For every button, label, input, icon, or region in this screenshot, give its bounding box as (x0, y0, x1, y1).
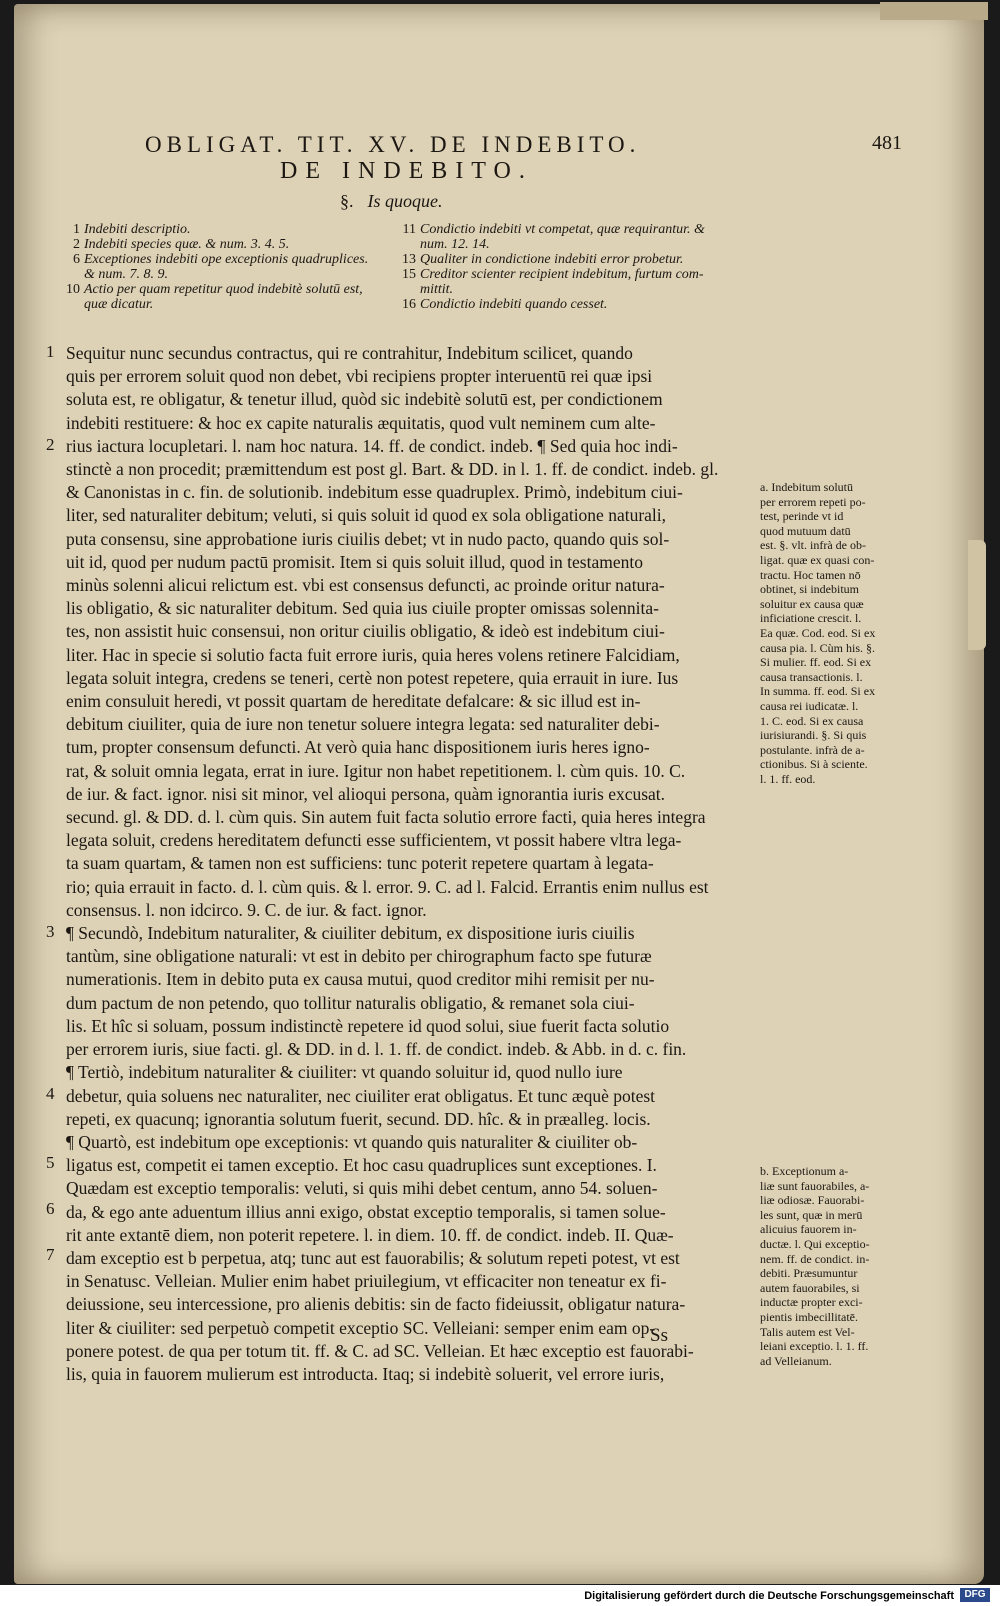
text-line: soluitur ex causa quæ (760, 596, 864, 611)
text-line: liæ sunt fauorabiles, a- (760, 1178, 870, 1193)
summary-item: 1 Indebiti descriptio. (73, 222, 191, 237)
summary-item: 10 Actio per quam repetitur quod indebitè solutū est, (66, 282, 363, 297)
text-line: lis obligatio, & sic naturaliter debitum. Sed quia ius ciuile propter omissas solennita- (66, 598, 659, 619)
margin-number: 7 (46, 1245, 55, 1264)
text-line: Quædam est exceptio temporalis: veluti, si quis mihi debet centum, anno 54. soluen- (66, 1178, 658, 1199)
text-line: debitum ciuiliter, quia de iure non tenetur soluere integra legata: sed naturaliter debi- (66, 714, 660, 735)
text-line: ¶ Quartò, est indebitum ope exceptionis: vt quando quis naturaliter & ciuiliter ob- (66, 1131, 638, 1152)
text-line: a. Indebitum solutū (760, 480, 853, 494)
text-line: legata soluit integra, credens se teneri, certè non potest repetere, quia errauit in iure. Ius (66, 667, 679, 688)
text-line: est. §. vlt. infrà de ob- (760, 538, 866, 553)
text-line: indebiti restituere: & hoc ex capite naturalis æquitatis, quod vult neminem cum alte- (66, 412, 656, 433)
text-line: per errorem iuris, siue facti. gl. & DD. in d. l. 1. ff. de condict. indeb. & Abb. in d. c. fin. (66, 1039, 687, 1060)
text-line: de iur. & fact. ignor. nisi sit minor, vel alioqui persona, quàm ignorantia iuris excusat. (66, 783, 666, 804)
text-line: quis per errorem soluit quod non debet, vbi recipiens propter interuentū rei quæ ipsi (66, 366, 653, 387)
summary-item: 13 Qualiter in condictione indebiti error probetur. (402, 252, 684, 267)
text-line: consensus. l. non idcirco. 9. C. de iur. & fact. ignor. (66, 899, 427, 920)
text-line: ¶ Secundò, Indebitum naturaliter, & ciuiliter debitum, ex dispositione iuris ciuilis (66, 923, 635, 944)
text-line: & Canonistas in c. fin. de solutionib. indebitum esse quadruplex. Primò, indebitum ciui- (66, 482, 683, 503)
text-line: minùs solenni alicui relictum est. vbi est consensus defuncti, ac proinde oritur natura- (66, 575, 665, 596)
marginal-note-b (760, 1164, 878, 1368)
text-line: dum pactum de non petendo, quo tollitur naturalis obligatio, & remanet sola ciui- (66, 992, 635, 1013)
summary-item: mittit. (420, 282, 454, 297)
text-line: test, perinde vt id (760, 509, 844, 524)
text-line: causa pia. l. Cùm his. §. (760, 640, 875, 655)
text-line: puta consensu, sine approbatione iuris ciuilis debet; vt in nudo pacto, quando quis sol- (66, 528, 670, 549)
text-line: alicuius fauorem in- (760, 1222, 857, 1237)
text-line: lis. Et hîc si soluam, possum indistinctè repetere id quod solui, siue fuerit facta solutio (66, 1015, 670, 1036)
text-line: autem fauorabiles, si (760, 1280, 860, 1295)
text-line: da, & ego ante aduentum illius anni exigo, obstat exceptio temporalis, si tamen solue- (66, 1201, 666, 1222)
summary-right (398, 222, 758, 312)
text-line: pientis imbecillitatē. (760, 1309, 858, 1324)
text-line: In summa. ff. eod. Si ex (760, 684, 876, 699)
text-line: causa transactionis. l. (760, 669, 863, 684)
text-line: Talis autem est Vel- (760, 1324, 855, 1339)
text-line: per errorem repeti po- (760, 494, 866, 509)
body-text (66, 342, 756, 1386)
text-line: Si mulier. ff. eod. Si ex (760, 655, 872, 670)
text-line: 1. C. eod. Si ex causa (760, 713, 864, 728)
text-line: stinctè a non procedit; præmittendum est post gl. Bart. & DD. in l. 1. ff. de condict. indeb. gl. (66, 459, 719, 480)
text-line: tes, non assistit huic consensui, non oritur ciuilis obligatio, & ideò est indebitum ciui- (66, 621, 665, 642)
text-line: rit ante extantē diem, non poterit repetere. l. in diem. 10. ff. de condict. indeb. II. Quæ- (66, 1224, 674, 1245)
text-line: l. 1. ff. eod. (760, 771, 816, 786)
section-heading (340, 191, 443, 212)
text-line: legata soluit, credens hereditatem defuncti esse sufficientem, vt possit habere vltra lega- (66, 830, 682, 851)
text-line: liter. Hac in specie si solutio facta fuit errore iuris, quia heres volens retinere Falcidiam, (66, 644, 680, 665)
margin-number: 3 (46, 922, 55, 941)
text-line: ponere potest. de qua per totum tit. ff. & C. ad SC. Velleian. Et hæc exceptio est fauorabi- (66, 1340, 694, 1361)
text-line: secund. gl. & DD. d. l. cùm quis. Sin autem fuit facta solutio errore facti, quia heres integra (66, 807, 706, 828)
summary-item: 6 Exceptiones indebiti ope exceptionis quadruplices. (73, 252, 369, 267)
section-text: Is quoque. (367, 191, 443, 211)
text-line: postulante. infrà de a- (760, 742, 865, 757)
text-line: inficiatione crescit. l. (760, 611, 862, 626)
text-line: causa rei iudicatæ. l. (760, 698, 859, 713)
text-line: rius iactura locupletari. l. nam hoc natura. 14. ff. de condict. indeb. ¶ Sed quia hoc indi- (66, 435, 678, 456)
summary-item: 15 Creditor scienter recipient indebitum, furtum com- (402, 267, 704, 282)
text-line: inductæ propter exci- (760, 1295, 863, 1310)
text-line: repeti, ex quacunq; ignorantia solutum fuerit, secund. DD. hîc. & in præalleg. locis. (66, 1108, 651, 1129)
summary-item: 16 Condictio indebiti quando cesset. (402, 297, 608, 312)
margin-number: 1 (46, 342, 55, 361)
summary-item: & num. 7. 8. 9. (84, 267, 168, 282)
text-line: ductæ. l. Qui exceptio- (760, 1236, 870, 1251)
text-line: soluta est, re obligatur, & tenetur illud, quòd sic indebitè solutū est, per condictionem (66, 389, 663, 410)
text-line: liter, sed naturaliter debitum; veluti, si quis soluit id quod ex sola obligatione naturali, (66, 505, 667, 526)
text-line: liter & ciuiliter: sed perpetuò competit exceptio SC. Velleiani: semper enim eam op- (66, 1317, 656, 1338)
summary-item: 2 Indebiti species quæ. & num. 3. 4. 5. (73, 237, 290, 252)
text-line: numerationis. Item in debito puta ex causa mutui, quod creditor mihi remisit per nu- (66, 969, 655, 990)
chapter-title: DE INDEBITO. (280, 158, 533, 184)
text-line: iurisiurandi. §. Si quis (760, 728, 867, 743)
text-line: ¶ Tertiò, indebitum naturaliter & ciuiliter: vt quando soluitur id, quod nullo iure (66, 1062, 623, 1083)
text-line: ctionibus. Si à sciente. (760, 757, 868, 772)
text-line: ad Velleianum. (760, 1353, 832, 1368)
text-line: debetur, quia soluens nec naturaliter, nec ciuiliter erat obligatus. Et tunc æquè potest (66, 1085, 656, 1106)
text-line: obtinet, si indebitum (760, 582, 859, 597)
text-line: ligat. quæ ex quasi con- (760, 552, 875, 567)
section-mark: §. (340, 191, 354, 211)
text-line: enim consuluit heredi, vt possit quartam de hereditate defalcare: & sic illud est in- (66, 691, 641, 712)
text-line: leiani exceptio. l. 1. ff. (760, 1339, 869, 1354)
text-line: dam exceptio est b perpetua, atq; tunc aut est fauorabilis; & solutum repeti potest, vt est (66, 1247, 680, 1268)
footer-credit: Digitalisierung gefördert durch die Deutsche Forschungsgemeinschaft (584, 1590, 954, 1602)
dfg-logo: DFG (960, 1588, 990, 1602)
summary-left (62, 222, 402, 312)
text-line: quod mutuum datū (760, 523, 851, 538)
text-line: lis, quia in fauorem mulierum est introducta. Itaq; si indebitè soluerit, vel errore iuris, (66, 1363, 665, 1384)
text-line: deiussione, seu intercessione, pro alienis debitis: sin de facto fideiussit, obligatur natura- (66, 1294, 686, 1315)
page-edge (880, 2, 988, 20)
text-line: ligatus est, competit ei tamen exceptio. Et hoc casu quadruplices sunt exceptiones. I. (66, 1155, 657, 1176)
text-line: Sequitur nunc secundus contractus, qui re contrahitur, Indebitum scilicet, quando (66, 343, 633, 363)
text-line: liæ odiosæ. Fauorabi- (760, 1193, 865, 1208)
text-line: in Senatusc. Velleian. Mulier enim habet priuilegium, vt efficaciter non teneatur ex fi- (66, 1271, 667, 1292)
text-line: debiti. Præsumuntur (760, 1266, 858, 1281)
text-line: uit id, quod per nudum pactū promisit. Item si quis soluit illud, quod in testamento (66, 551, 643, 572)
summary-item: quæ dicatur. (84, 297, 154, 312)
margin-number: 5 (46, 1153, 55, 1172)
margin-number: 4 (46, 1084, 55, 1103)
text-line: rio; quia errauit in facto. d. l. cùm quis. & l. error. 9. C. ad l. Falcid. Errantis enim nullus est (66, 876, 709, 897)
text-line: les sunt, quæ in merū (760, 1207, 863, 1222)
text-line: ta suam quartam, & tamen non est sufficiens: tunc poterit repetere quartam à legata- (66, 853, 654, 874)
margin-number: 6 (46, 1199, 55, 1218)
summary-item: 11 Condictio indebiti vt competat, quæ requirantur. & (402, 222, 705, 237)
signature-mark: Ss (650, 1325, 668, 1346)
text-line: Ea quæ. Cod. eod. Si ex (760, 625, 876, 640)
margin-number: 2 (46, 435, 55, 454)
page-number: 481 (872, 132, 902, 154)
text-line: tractu. Hoc tamen nō (760, 567, 861, 582)
page-tab (968, 540, 986, 650)
text-line: nem. ff. de condict. in- (760, 1251, 870, 1266)
running-head: OBLIGAT. TIT. XV. DE INDEBITO. (145, 132, 641, 157)
text-line: tum, propter consensum defuncti. At verò quia hanc dispositionem iuris heres igno- (66, 737, 650, 758)
text-line: rat, & soluit omnia legata, errat in iure. Igitur non habet repetitionem. l. cùm quis. 10. C. (66, 760, 686, 781)
text-line: tantùm, sine obligatione naturali: vt est in debito per chirographum facto spe futuræ (66, 946, 652, 967)
marginal-note-a (760, 480, 878, 786)
text-line: b. Exceptionum a- (760, 1164, 849, 1178)
summary-item: num. 12. 14. (420, 237, 490, 252)
